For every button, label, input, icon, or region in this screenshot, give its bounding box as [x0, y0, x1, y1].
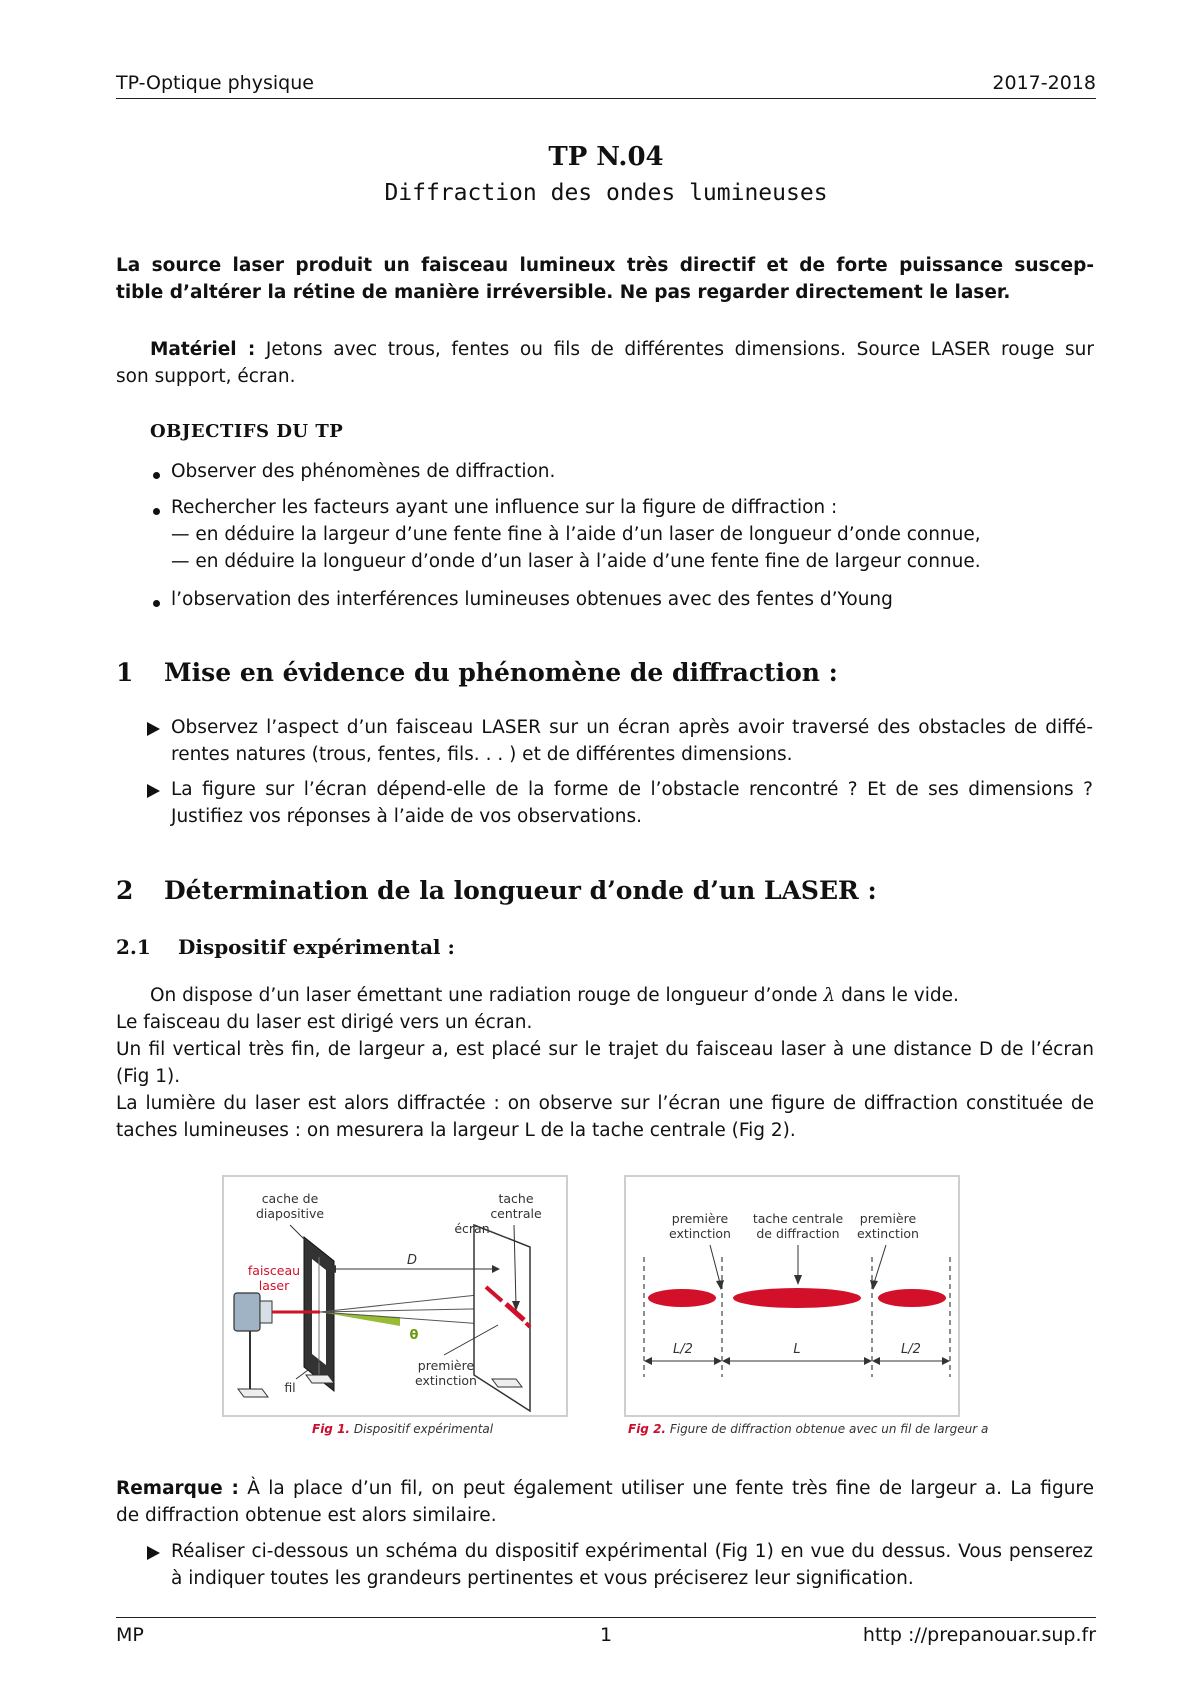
figure-2-caption — [628, 1422, 988, 1436]
label-tache-2: centrale — [490, 1206, 542, 1221]
remarque-label: Remarque : — [116, 1478, 239, 1499]
header-right: 2017-2018 — [992, 72, 1096, 94]
warning-line-1: La source laser produit un faisceau lumineux très directif et de forte puissance suscep- — [116, 255, 1094, 276]
warning-line-2: tible d’altérer la rétine de manière irréversible. Ne pas regarder directement le laser. — [116, 282, 1011, 303]
label-cache-2: diapositive — [255, 1206, 325, 1221]
figure-1-caption — [312, 1422, 493, 1436]
header-rule — [116, 98, 1096, 99]
section-1-bullet-2-line-2: Justifiez vos réponses à l’aide de vos observations. — [171, 806, 642, 827]
bullet-icon — [153, 472, 160, 479]
objectif-item-2: Rechercher les facteurs ayant une influence sur la figure de diffraction : — [171, 497, 838, 518]
p1-after: dans le vide. — [835, 985, 959, 1006]
objectif-item-1: Observer des phénomènes de diffraction. — [171, 461, 556, 482]
remarque-line-2: de diffraction obtenue est alors similaire. — [116, 1505, 497, 1526]
remarque-bullet-line-1: Réaliser ci-dessous un schéma du dispositif expérimental (Fig 1) en vue du dessus. Vous penserez — [171, 1541, 1093, 1562]
section-2-title: Détermination de la longueur d’onde d’un LASER : — [164, 876, 877, 905]
label-center-1: tache centrale — [752, 1211, 844, 1226]
laser-source-icon — [234, 1293, 272, 1397]
section-2-paragraph-4-line-1: La lumière du laser est alors diffractée : on observe sur l’écran une figure de diffraction constituée de — [116, 1093, 1094, 1114]
materiel-text: Jetons avec trous, fentes ou fils de différentes dimensions. Source LASER rouge sur — [265, 339, 1095, 360]
slide-holder-icon — [304, 1237, 334, 1391]
section-2-paragraph-2: Le faisceau du laser est dirigé vers un écran. — [116, 1012, 533, 1033]
label-theta: θ — [409, 1328, 419, 1343]
section-1-bullet-2-line-1: La figure sur l’écran dépend-elle de la forme de l’obstacle rencontré ? Et de ses dimensions ? — [171, 779, 1093, 800]
section-2-paragraph-3-line-1: Un fil vertical très fin, de largeur a, est placé sur le trajet du faisceau laser à une distance D de l’écran — [116, 1039, 1094, 1060]
section-2-paragraph-3-line-2: (Fig 1). — [116, 1066, 181, 1087]
right-secondary-spot — [878, 1289, 946, 1307]
page-title: TP N.04 — [548, 142, 664, 172]
header-left: TP-Optique physique — [116, 72, 314, 94]
lambda-symbol: λ — [823, 985, 836, 1006]
remarque-line-1 — [116, 1475, 1094, 1502]
label-dim-center: L — [793, 1342, 801, 1357]
label-center-2: de diffraction — [756, 1226, 840, 1241]
figure-2-caption-number: Fig 2. — [628, 1422, 666, 1436]
central-spot — [733, 1288, 861, 1308]
label-faisceau-1: faisceau — [247, 1263, 301, 1278]
figure-2-diagram — [626, 1177, 958, 1415]
page-number: 1 — [600, 1624, 613, 1646]
triangle-bullet-icon — [147, 722, 160, 736]
page-subtitle: Diffraction des ondes lumineuses — [384, 180, 828, 206]
p1-before: On dispose d’un laser émettant une radiation rouge de longueur d’onde — [150, 985, 824, 1006]
footer-url: http ://prepanouar.sup.fr — [862, 1624, 1096, 1646]
label-premiere-1: première — [417, 1358, 475, 1373]
label-right-extinction: extinction — [857, 1226, 919, 1241]
section-1-number: 1 — [116, 658, 134, 687]
label-right-premiere: première — [859, 1211, 917, 1226]
materiel-line-2: son support, écran. — [116, 366, 296, 387]
objectif-item-3: l’observation des interférences lumineuses obtenues avec des fentes d’Young — [171, 589, 893, 610]
materiel-label: Matériel : — [150, 339, 256, 360]
remarque-text: À la place d’un fil, on peut également utiliser une fente très fine de largeur a. La figure — [247, 1478, 1094, 1499]
objectif-subitem-1: — en déduire la largeur d’une fente fine à l’aide d’un laser de longueur d’onde connue, — [171, 524, 981, 545]
figure-1 — [222, 1175, 568, 1417]
label-tache-1: tache — [498, 1191, 534, 1206]
objectifs-heading: OBJECTIFS DU TP — [150, 421, 344, 442]
left-secondary-spot — [648, 1289, 716, 1307]
section-1-bullet-1-line-2: rentes natures (trous, fentes, fils. . . ) et de différentes dimensions. — [171, 744, 793, 765]
figure-2-caption-text: Figure de diffraction obtenue avec un fil de largeur a — [669, 1422, 989, 1436]
triangle-bullet-icon — [147, 784, 160, 798]
footer-rule — [116, 1617, 1096, 1618]
label-left-premiere: première — [671, 1211, 729, 1226]
label-faisceau-2: laser — [258, 1278, 290, 1293]
section-2-number: 2 — [116, 876, 134, 905]
label-dim-right: L/2 — [901, 1342, 921, 1357]
materiel-line-1 — [150, 336, 1094, 363]
label-cache-1: cache de — [261, 1191, 319, 1206]
label-left-extinction: extinction — [669, 1226, 731, 1241]
section-1-bullet-1-line-1: Observez l’aspect d’un faisceau LASER sur un écran après avoir traversé des obstacles de diffé- — [171, 717, 1093, 738]
label-premiere-2: extinction — [415, 1373, 477, 1388]
figure-1-diagram — [224, 1177, 566, 1415]
figure-1-caption-text: Dispositif expérimental — [353, 1422, 494, 1436]
section-2-paragraph-4-line-2: taches lumineuses : on mesurera la largeur L de la tache centrale (Fig 2). — [116, 1120, 796, 1141]
label-dim-left: L/2 — [673, 1342, 693, 1357]
subsection-2-1-number: 2.1 — [116, 935, 151, 959]
section-2-paragraph-1 — [150, 982, 959, 1009]
label-D: D — [406, 1253, 418, 1268]
bullet-icon — [153, 600, 160, 607]
label-fil: fil — [284, 1380, 296, 1395]
figure-2 — [624, 1175, 960, 1417]
screen-icon — [474, 1225, 530, 1411]
footer-left: MP — [116, 1624, 144, 1646]
figure-1-caption-number: Fig 1. — [312, 1422, 350, 1436]
remarque-bullet-line-2: à indiquer toutes les grandeurs pertinentes et vous préciserez leur signification. — [171, 1568, 914, 1589]
bullet-icon — [153, 508, 160, 515]
triangle-bullet-icon — [147, 1546, 160, 1560]
label-ecran: écran — [454, 1221, 490, 1236]
subsection-2-1-title: Dispositif expérimental : — [178, 935, 455, 959]
section-1-title: Mise en évidence du phénomène de diffraction : — [164, 658, 838, 687]
objectif-subitem-2: — en déduire la longueur d’onde d’un laser à l’aide d’une fente fine de largeur connue. — [171, 551, 981, 572]
